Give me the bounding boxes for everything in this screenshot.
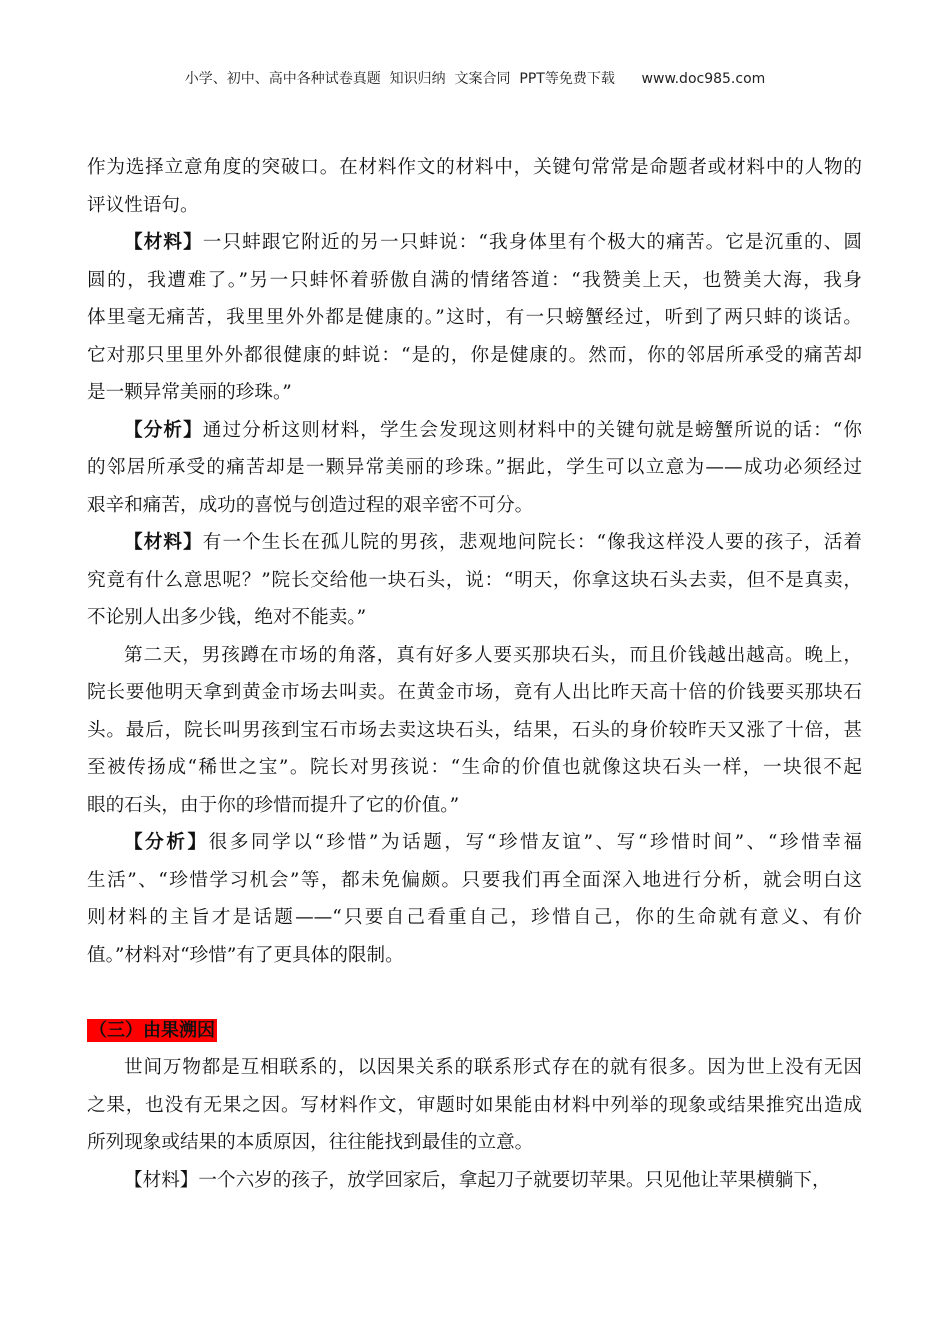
- line-text: 生活”、“珍惜学习机会”等，都未免偏颇。只要我们再全面深入地进行分析，就会明白这: [87, 869, 862, 891]
- line-text: 有一个生长在孤儿院的男孩，悲观地问院长：“像我这样没人要的孩子，活着: [202, 532, 862, 553]
- text-line: [87, 712, 862, 750]
- line-text: 作为选择立意角度的突破口。在材料作文的材料中，关键句常常是命题者或材料中的人物的: [87, 157, 862, 178]
- text-line: [87, 374, 862, 412]
- line-text: 头。最后，院长叫男孩到宝石市场去卖这块石头，结果，石头的身价较昨天又涨了十倍，甚: [87, 719, 862, 741]
- text-line: [87, 1049, 862, 1087]
- text-line: [87, 562, 862, 600]
- paragraph: [87, 1162, 862, 1200]
- text-line: [87, 149, 862, 187]
- text-line: [87, 599, 862, 637]
- text-line: [87, 262, 862, 300]
- section-heading: [87, 1012, 862, 1050]
- paragraph-label: 【分析】: [124, 832, 209, 853]
- text-line: [87, 787, 862, 825]
- paragraph: [87, 637, 862, 825]
- line-text: 世间万物都是互相联系的，以因果关系的联系形式存在的就有很多。因为世上没有无因: [124, 1057, 862, 1078]
- line-text: 眼的石头，由于你的珍惜而提升了它的价值。”: [87, 794, 460, 816]
- line-text: 艰辛和痛苦，成功的喜悦与创造过程的艰辛密不可分。: [87, 494, 534, 516]
- text-line: [87, 524, 862, 562]
- text-line: [87, 224, 862, 262]
- text-line: [87, 337, 862, 375]
- paragraph-label: 【分析】: [124, 419, 203, 441]
- line-text: 评议性语句。: [87, 194, 199, 216]
- text-line: [87, 749, 862, 787]
- paragraph-label: 【材料】: [124, 532, 203, 553]
- line-text: 它对那只里里外外都很健康的蚌说：“是的，你是健康的。然而，你的邻居所承受的痛苦却: [87, 344, 862, 366]
- line-text: 的邻居所承受的痛苦却是一颗异常美丽的珍珠。”据此，学生可以立意为——成功必须经过: [87, 457, 862, 478]
- line-text: 体里毫无痛苦，我里里外外都是健康的。”这时，有一只螃蟹经过，听到了两只蚌的谈话。: [87, 307, 862, 328]
- line-text: 一只蚌跟它附近的另一只蚌说：“我身体里有个极大的痛苦。它是沉重的、圆: [202, 232, 862, 253]
- line-text: 之果，也没有无果之因。写材料作文，审题时如果能由材料中列举的现象或结果推究出造成: [87, 1094, 862, 1116]
- text-line: [87, 1162, 862, 1200]
- line-text: 【材料】一个六岁的孩子，放学回家后，拿起刀子就要切苹果。只见他让苹果横躺下，: [124, 1169, 831, 1191]
- text-line: [87, 1087, 862, 1125]
- line-text: 是一颗异常美丽的珍珠。”: [87, 382, 292, 403]
- paragraph: [87, 824, 862, 974]
- paragraph-label: 【材料】: [124, 232, 203, 253]
- text-line: [87, 937, 862, 975]
- text-line: [87, 674, 862, 712]
- blank-line: [87, 974, 862, 1012]
- text-line: [87, 899, 862, 937]
- line-text: 值。”材料对“珍惜”有了更具体的限制。: [87, 944, 404, 966]
- line-text: 不论别人出多少钱，绝对不能卖。”: [87, 607, 367, 628]
- text-line: [87, 187, 862, 225]
- line-text: 所列现象或结果的本质原因，往往能找到最佳的立意。: [87, 1132, 534, 1153]
- text-line: [87, 637, 862, 675]
- line-text: 至被传扬成“稀世之宝”。院长对男孩说：“生命的价值也就像这块石头一样，一块很不起: [87, 757, 862, 778]
- paragraph: [87, 149, 862, 224]
- section-heading-text: （三）由果溯因: [89, 1019, 215, 1041]
- text-line: [87, 449, 862, 487]
- paragraph: [87, 412, 862, 525]
- line-text: 则材料的主旨才是话题——“只要自己看重自己，珍惜自己，你的生命就有意义、有价: [87, 907, 862, 928]
- text-line: [87, 299, 862, 337]
- text-line: [87, 824, 862, 862]
- line-text: 第二天，男孩蹲在市场的角落，真有好多人要买那块石头，而且价钱越出越高。晚上，: [124, 644, 862, 666]
- document-body: [87, 149, 862, 1199]
- text-line: [87, 487, 862, 525]
- text-line: [87, 412, 862, 450]
- paragraph: [87, 224, 862, 412]
- line-text: 圆的，我遭难了。”另一只蚌怀着骄傲自满的情绪答道：“我赞美上天，也赞美大海，我身: [87, 269, 862, 291]
- paragraph: [87, 1049, 862, 1162]
- text-line: [87, 862, 862, 900]
- line-text: 院长要他明天拿到黄金市场去叫卖。在黄金市场，竟有人出比昨天高十倍的价钱要买那块石: [87, 682, 862, 703]
- line-text: 通过分析这则材料，学生会发现这则材料中的关键句就是螃蟹所说的话：“你: [202, 419, 862, 441]
- paragraph: [87, 524, 862, 637]
- line-text: 究竟有什么意思呢？”院长交给他一块石头，说：“明天，你拿这块石头去卖，但不是真卖，: [87, 569, 862, 591]
- text-line: [87, 1124, 862, 1162]
- line-text: 很多同学以“珍惜”为话题，写“珍惜友谊”、写“珍惜时间”、“珍惜幸福: [208, 832, 862, 853]
- page-header: 小学、初中、高中各种试卷真题 知识归纳 文案合同 PPT等免费下载 www.doc985.com: [184, 71, 766, 87]
